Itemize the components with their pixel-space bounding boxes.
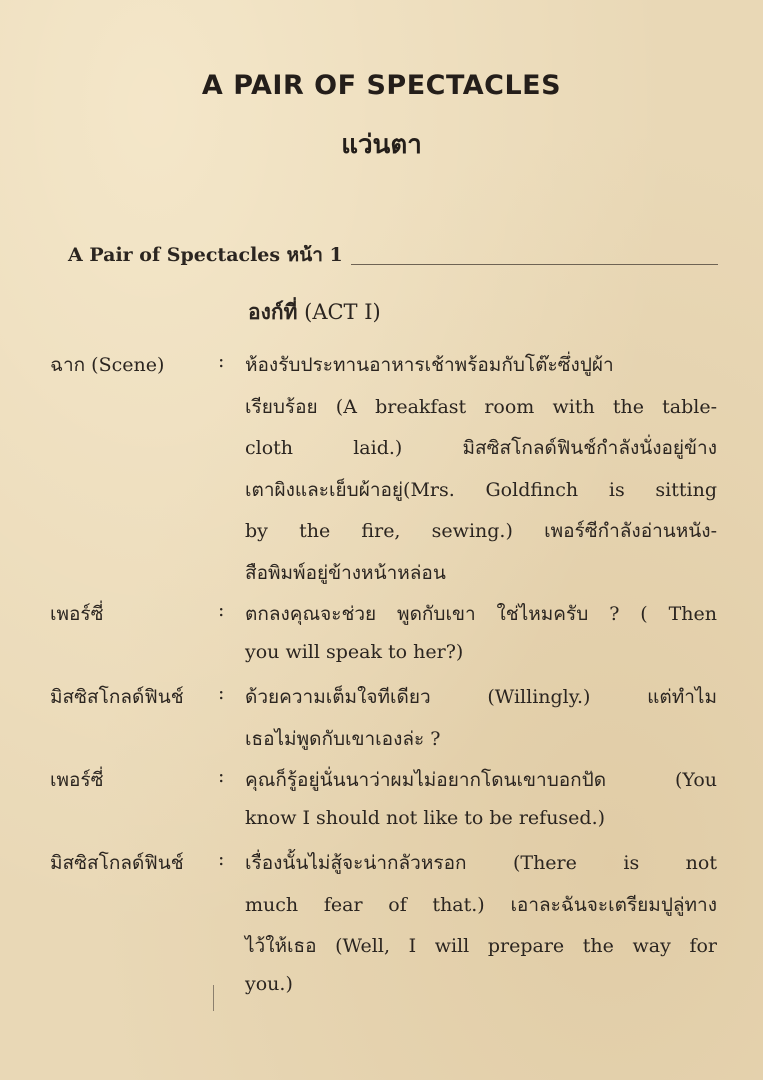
- header-rule: [351, 264, 718, 265]
- speaker-colon: :: [218, 350, 225, 372]
- act-heading-thai: องก์ที่: [248, 300, 298, 324]
- speaker-colon: :: [218, 599, 225, 621]
- speaker-name: มิสซิสโกลด์ฟินช์: [50, 852, 184, 874]
- dialogue-line: you will speak to her?): [245, 640, 464, 663]
- dialogue-line: cloth laid.) มิสซิสโกลด์ฟินช์กำลังนั่งอยู่ข้าง: [245, 437, 717, 459]
- speaker-name: เพอร์ซี่: [50, 603, 104, 625]
- document-subtitle-thai: แว่นตา: [341, 130, 422, 160]
- speaker-name: มิสซิสโกลด์ฟินช์: [50, 686, 184, 708]
- dialogue-line: ห้องรับประทานอาหารเช้าพร้อมกับโต๊ะซึ่งปูผ้า: [245, 354, 614, 376]
- dialogue-line: เธอไม่พูดกับเขาเองล่ะ ?: [245, 727, 441, 750]
- dialogue-line: คุณก็รู้อยู่นั่นนาว่าผมไม่อยากโดนเขาบอกปัด (You: [245, 769, 717, 791]
- speaker-colon: :: [218, 682, 225, 704]
- page-header-label: A Pair of Spectacles หน้า 1: [68, 244, 343, 266]
- speaker-colon: :: [218, 765, 225, 787]
- dialogue-line: by the fire, sewing.) เพอร์ซีกำลังอ่านหนัง-: [245, 520, 717, 542]
- act-heading: [248, 296, 381, 329]
- dialogue-line: much fear of that.) เอาละฉันจะเตรียมปูลู่ทาง: [245, 893, 717, 916]
- dialogue-line: เรียบร้อย (A breakfast room with the table-: [245, 395, 717, 418]
- speaker-name: เพอร์ซี่: [50, 769, 104, 791]
- dialogue-line: ด้วยความเต็มใจทีเดียว (Willingly.) แต่ทำไม: [245, 686, 717, 708]
- dialogue-line: เรื่องนั้นไม่สู้จะน่ากลัวหรอก (There is not: [245, 852, 717, 874]
- dialogue-line: know I should not like to be refused.): [245, 806, 606, 829]
- speaker-colon: :: [218, 848, 225, 870]
- page-header: [68, 240, 718, 270]
- document-title: A PAIR OF SPECTACLES: [201, 70, 562, 101]
- dialogue-line: เตาผิงและเย็บผ้าอยู่(Mrs. Goldfinch is sitting: [245, 478, 717, 501]
- act-heading-english: (ACT I): [304, 300, 381, 324]
- dialogue-line: ไว้ให้เธอ (Well, I will prepare the way for: [245, 935, 717, 957]
- dialogue-line: ตกลงคุณจะช่วย พูดกับเขา ใช่ไหมครับ ? ( Then: [245, 603, 717, 625]
- dialogue-line: สือพิมพ์อยู่ข้างหน้าหล่อน: [245, 561, 446, 584]
- speaker-name: ฉาก (Scene): [50, 354, 165, 376]
- dialogue-line: you.): [245, 972, 293, 995]
- pencil-mark: [213, 985, 214, 1011]
